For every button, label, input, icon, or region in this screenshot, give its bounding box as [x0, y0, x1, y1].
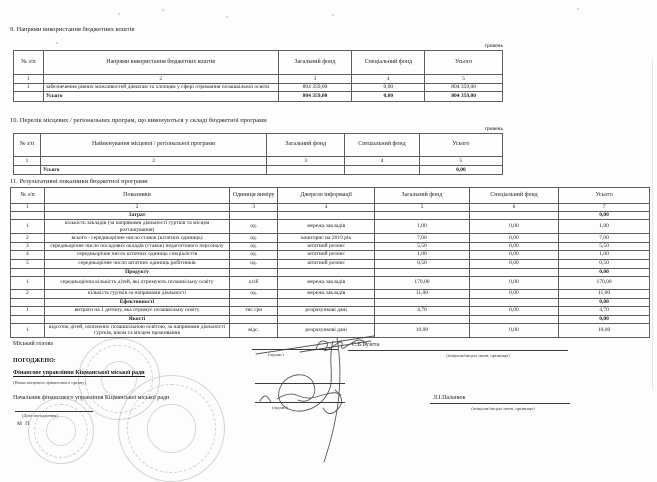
scan-speck — [56, 42, 58, 44]
indicator-name-cell: витрати на 1 дитину, яка отримує позашкільну освіту — [44, 306, 229, 315]
agreed-label: ПОГОДЖЕНО: — [13, 358, 56, 364]
name-caption: (ініціали/ініціал імені, прізвище) — [471, 406, 535, 411]
header-cell: № з/п — [14, 134, 41, 157]
name-caption: (ініціали/ініціал імені, прізвище) — [446, 353, 510, 358]
special-fund-cell: 0,00 — [469, 289, 558, 298]
finance-department-name: Фінансове управління Кіцманської міської ради — [13, 370, 145, 376]
group-total-cell: 0,00 — [559, 298, 650, 306]
general-fund-cell: 0,50 — [375, 259, 470, 268]
source-cell: кошторис на 2019 рік — [278, 234, 375, 243]
total-cell: 170,00 — [559, 276, 650, 289]
unit-cell: од. — [230, 289, 278, 298]
col-num-cell: 5 — [419, 157, 502, 166]
source-cell: штатний розпис — [278, 250, 375, 259]
empty-cell — [11, 212, 45, 220]
indicator-name-cell: всього - середньорічне число ставок (штатних одиниць) — [44, 234, 229, 243]
header-cell: Напрями використання бюджетних коштів — [43, 51, 278, 75]
total-cell: 804 359,00 — [425, 84, 503, 92]
row-number-cell: 1 — [11, 323, 45, 337]
scan-speck — [118, 13, 120, 15]
indicator-row — [11, 259, 650, 268]
row-number-cell: 1 — [11, 276, 45, 289]
special-fund-cell: 0,00 — [469, 306, 558, 315]
finance-org-caption: (Назва місцевого фінансового органу) — [13, 380, 86, 385]
scan-speck — [162, 9, 164, 11]
col-num-cell: 4 — [278, 204, 375, 212]
empty-cell — [375, 298, 470, 306]
scan-speck — [332, 14, 334, 16]
header-cell: Найменування місцевої / регіональної програми — [40, 134, 266, 157]
special-fund-cell: 0,00 — [469, 220, 558, 234]
head-name-line — [430, 403, 570, 404]
empty-cell — [469, 212, 558, 220]
group-total-cell: 0,00 — [559, 212, 650, 220]
round-seal-stamp — [28, 398, 94, 464]
empty-cell — [14, 91, 44, 101]
general-fund-total-cell — [267, 166, 345, 175]
indicator-row — [11, 234, 650, 243]
row-number-cell: 4 — [11, 250, 45, 259]
general-fund-cell: 1,00 — [375, 220, 470, 234]
special-fund-cell: 0,00 — [469, 250, 558, 259]
scan-speck — [577, 8, 579, 10]
indicator-row — [11, 220, 650, 234]
unit-cell: од. — [230, 243, 278, 251]
special-fund-cell: 0,00 — [352, 84, 425, 92]
group-header-row — [11, 268, 650, 276]
indicator-row — [11, 323, 650, 337]
header-cell: Усього — [559, 188, 650, 204]
total-label-cell: Усього — [43, 91, 278, 101]
performance-indicators-table — [10, 187, 650, 338]
total-cell: 5,50 — [559, 243, 650, 251]
finance-head-title-label: Начальник фінансового управління Кіцманської міської ради — [13, 395, 170, 401]
signature-flourish-tail — [324, 338, 340, 462]
total-label-cell: Усього — [40, 166, 266, 175]
col-num-cell: 4 — [352, 75, 425, 84]
general-fund-cell: 10,00 — [375, 323, 470, 337]
col-num-cell: 5 — [425, 75, 503, 84]
special-fund-cell: 0,00 — [469, 234, 558, 243]
empty-cell — [278, 298, 375, 306]
header-cell: Усього — [419, 134, 502, 157]
unit-cell: тис.грн — [230, 306, 278, 315]
general-fund-cell: 4,70 — [375, 306, 470, 315]
col-num-cell: 2 — [44, 204, 229, 212]
direction-name-cell: забезпечення рівних можливостей дівчатам та хлопцям у сфері отримання позашкільної освіти — [43, 84, 278, 92]
header-cell: Загальний фонд — [267, 134, 345, 157]
col-num-cell: 7 — [559, 204, 650, 212]
header-cell: Спеціальний фонд — [352, 51, 425, 75]
general-fund-cell: 1,00 — [375, 250, 470, 259]
group-header-row — [11, 298, 650, 306]
empty-cell — [230, 212, 278, 220]
empty-cell — [278, 315, 375, 323]
local-programs-table — [13, 133, 503, 175]
unit-cell: од. — [230, 259, 278, 268]
seal-inner-ring — [46, 416, 75, 445]
seal-inner-ring — [147, 404, 195, 452]
table-header-row — [14, 134, 503, 157]
empty-cell — [230, 268, 278, 276]
page-edge-shadow — [652, 60, 653, 390]
scan-speck — [226, 16, 228, 18]
group-total-cell: 0,00 — [559, 268, 650, 276]
header-cell: Показники — [44, 188, 229, 204]
col-num-cell: 3 — [278, 75, 352, 84]
indicator-row — [11, 306, 650, 315]
header-cell: Загальний фонд — [375, 188, 470, 204]
empty-cell — [469, 315, 558, 323]
header-cell: Джерело інформації — [278, 188, 375, 204]
group-name-cell: Затрат — [44, 212, 229, 220]
empty-cell — [375, 268, 470, 276]
unit-cell: од. — [230, 234, 278, 243]
section11-title: 11. Результативні показники бюджетної програми — [10, 178, 148, 185]
approval-date-caption: (Дата погодження) — [22, 413, 58, 418]
table-header-row — [11, 188, 650, 204]
signature-caption: (підпис) — [272, 405, 288, 410]
column-number-row — [14, 157, 503, 166]
indicator-name-cell: середньорічне число посадових окладів (ставок) педагогічного персоналу — [44, 243, 229, 251]
indicator-name-cell: середньорічне число штатних одиниць спеціалістів — [44, 250, 229, 259]
group-name-cell: Ефективності — [44, 298, 229, 306]
general-fund-cell: 7,00 — [375, 234, 470, 243]
unit-cell: од. — [230, 220, 278, 234]
empty-cell — [469, 298, 558, 306]
source-cell: мережа закладів — [278, 276, 375, 289]
indicator-row — [11, 276, 650, 289]
source-cell: мережа закладів — [278, 220, 375, 234]
group-name-cell: Продукту — [44, 268, 229, 276]
unit-cell: од. — [230, 250, 278, 259]
empty-cell — [230, 315, 278, 323]
header-cell: Одиниця виміру — [230, 188, 278, 204]
empty-cell — [11, 268, 45, 276]
group-name-cell: Якості — [44, 315, 229, 323]
empty-cell — [469, 268, 558, 276]
empty-cell — [14, 166, 41, 175]
general-fund-cell: 5,50 — [375, 243, 470, 251]
finance-head-name: Л.І.Паланюк — [433, 395, 466, 401]
currency-note: гривень — [484, 43, 503, 49]
special-fund-cell: 0,00 — [469, 276, 558, 289]
section10-title: 10. Перелік місцевих / регіональних програм, що виконуються у складі бюджетної програми — [10, 117, 267, 124]
col-num-cell: 6 — [469, 204, 558, 212]
mayor-signature-line — [252, 349, 338, 350]
col-num-cell: 1 — [14, 157, 41, 166]
source-cell: штатний розпис — [278, 243, 375, 251]
unit-cell: відс. — [230, 323, 278, 337]
total-cell: 4,70 — [559, 306, 650, 315]
total-cell: 10,00 — [559, 323, 650, 337]
empty-cell — [278, 268, 375, 276]
col-num-cell: 4 — [345, 157, 420, 166]
col-num-cell: 5 — [375, 204, 470, 212]
header-cell: № з/п — [14, 51, 44, 75]
table-header-row — [14, 51, 503, 75]
head-signature-line — [255, 402, 345, 403]
row-number-cell: 1 — [11, 306, 45, 315]
special-fund-cell: 0,00 — [469, 259, 558, 268]
indicator-name-cell: середньорічна кількість дітей, які отримують позашкільну освіту — [44, 276, 229, 289]
head-signature — [260, 393, 341, 402]
row-number-cell: 5 — [11, 259, 45, 268]
header-cell: Загальний фонд — [278, 51, 352, 75]
column-number-row — [14, 75, 503, 84]
total-cell: 7,00 — [559, 234, 650, 243]
total-row — [14, 166, 503, 175]
empty-cell — [11, 315, 45, 323]
seal-place-mark: М П — [17, 421, 31, 427]
indicator-row — [11, 243, 650, 251]
total-cell: 1,00 — [559, 220, 650, 234]
section9-title: 9. Напрями використання бюджетних коштів — [10, 26, 135, 33]
round-seal-stamp — [118, 375, 225, 482]
indicator-row — [11, 250, 650, 259]
currency-note: гривень — [484, 126, 503, 132]
col-num-cell: 3 — [230, 204, 278, 212]
mayor-name: С.Б.Бузета — [352, 342, 380, 348]
group-header-row — [11, 315, 650, 323]
unit-cell: осіб — [230, 276, 278, 289]
mayor-title-label: Міський голова — [13, 341, 53, 347]
empty-cell — [375, 212, 470, 220]
total-cell: 1,00 — [559, 250, 650, 259]
mayor-name-line — [348, 350, 568, 351]
total-cell: 11,00 — [559, 289, 650, 298]
signature-flourish-loop — [279, 341, 333, 411]
group-total-cell: 0,00 — [559, 315, 650, 323]
col-num-cell: 2 — [40, 157, 266, 166]
special-fund-cell: 0,00 — [469, 243, 558, 251]
empty-cell — [230, 298, 278, 306]
row-number-cell: 3 — [11, 243, 45, 251]
row-number-cell: 2 — [11, 234, 45, 243]
col-num-cell: 1 — [14, 75, 44, 84]
source-cell: мережа закладів — [278, 289, 375, 298]
blank-line — [255, 383, 345, 384]
row-number-cell: 1 — [11, 220, 45, 234]
general-fund-cell: 11,00 — [375, 289, 470, 298]
empty-cell — [11, 298, 45, 306]
col-num-cell: 3 — [267, 157, 345, 166]
header-cell: Спеціальний фонд — [345, 134, 420, 157]
special-fund-total-cell: 0,00 — [352, 91, 425, 101]
total-row — [14, 91, 503, 101]
special-fund-total-cell — [345, 166, 420, 175]
row-number-cell: 1 — [14, 84, 44, 92]
general-fund-cell: 170,00 — [375, 276, 470, 289]
grand-total-cell: 804 359,00 — [425, 91, 503, 101]
col-num-cell: 1 — [11, 204, 45, 212]
directions-of-use-table — [13, 50, 503, 102]
source-cell: розрахункові дані — [278, 323, 375, 337]
special-fund-cell: 0,00 — [469, 323, 558, 337]
total-cell: 0,50 — [559, 259, 650, 268]
signature-caption: (підпис) — [268, 352, 284, 357]
group-header-row — [11, 212, 650, 220]
col-num-cell: 2 — [43, 75, 278, 84]
indicator-name-cell: відсоток дітей, охоплених позашкільною освітою, за напрямами діяльності гуртків, віком та місцем проживання — [44, 323, 229, 337]
header-cell: № з/п — [11, 188, 45, 204]
indicator-name-cell: кількість закладів (за напрямами діяльності гуртків та місцем розташування) — [44, 220, 229, 234]
header-cell: Спеціальний фонд — [469, 188, 558, 204]
empty-cell — [375, 315, 470, 323]
indicator-row — [11, 289, 650, 298]
source-cell: розрахункові дані — [278, 306, 375, 315]
row-number-cell: 2 — [11, 289, 45, 298]
general-fund-cell: 804 359,00 — [278, 84, 352, 92]
indicator-name-cell: кількість гуртків за напрямами діяльності — [44, 289, 229, 298]
indicator-name-cell: середньорічне число штатних одиниць робітників — [44, 259, 229, 268]
header-cell: Усього — [425, 51, 503, 75]
empty-cell — [278, 212, 375, 220]
source-cell: штатний розпис — [278, 259, 375, 268]
grand-total-cell: 0,00 — [419, 166, 502, 175]
column-number-row — [11, 204, 650, 212]
general-fund-total-cell: 804 359,00 — [278, 91, 352, 101]
table-row — [14, 84, 503, 92]
